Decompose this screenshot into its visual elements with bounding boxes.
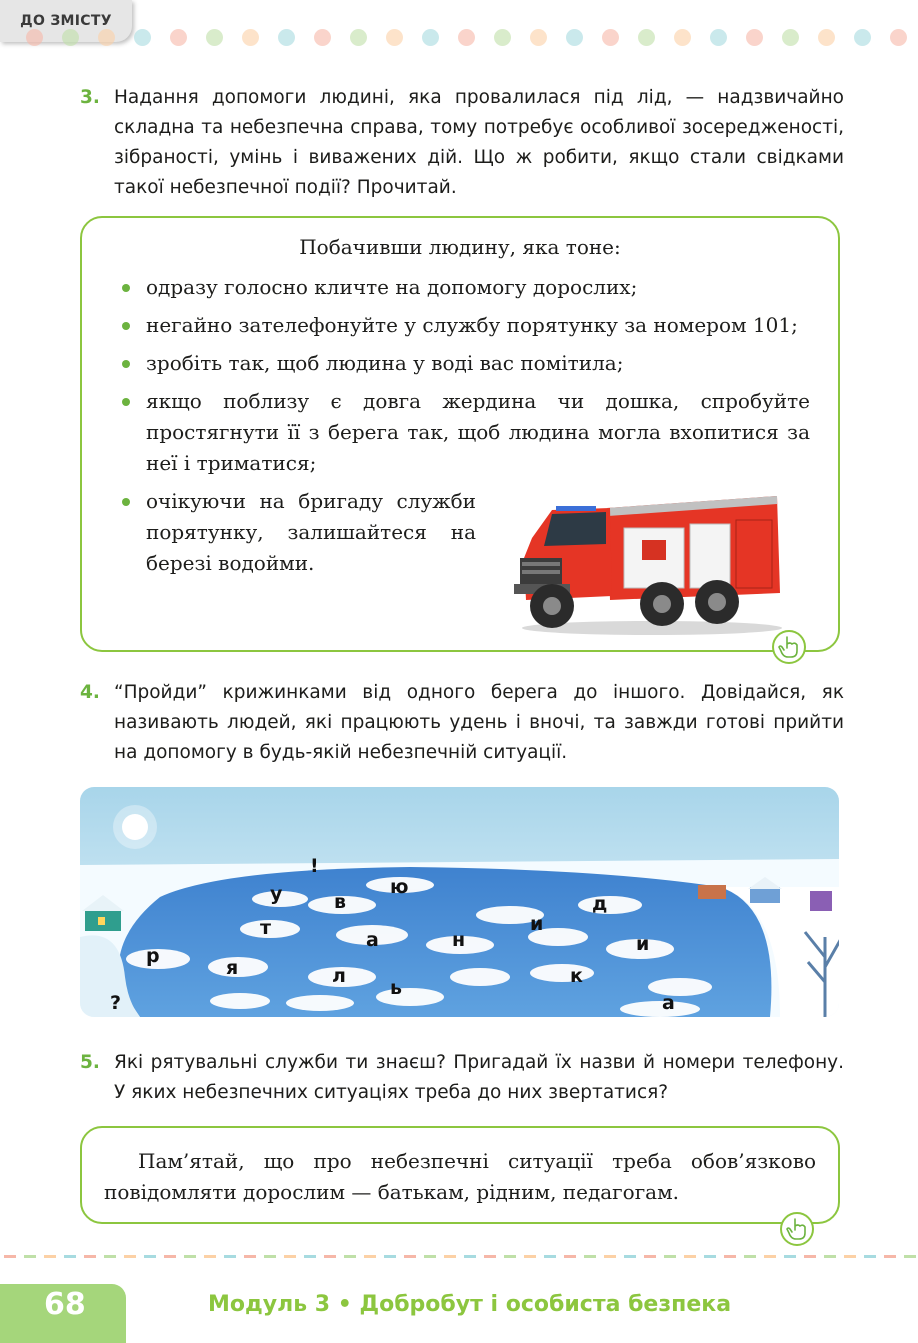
decorative-dash bbox=[364, 1255, 376, 1258]
decorative-dot bbox=[350, 29, 367, 46]
decorative-dots bbox=[0, 29, 918, 47]
hand-pointer-icon bbox=[780, 1212, 814, 1246]
decorative-dash bbox=[64, 1255, 76, 1258]
decorative-dash bbox=[24, 1255, 36, 1258]
decorative-dash bbox=[424, 1255, 436, 1258]
remember-box bbox=[80, 1126, 840, 1224]
ice-letter: т bbox=[260, 917, 272, 939]
ice-letter: ? bbox=[110, 992, 122, 1014]
page-number: 68 bbox=[0, 1284, 126, 1343]
decorative-dashed-line bbox=[0, 1255, 918, 1259]
task-number: 5. bbox=[80, 1052, 100, 1073]
decorative-dot bbox=[170, 29, 187, 46]
list-item: очікуючи на бригаду служби порятунку, залишайтеся на березі водойми. bbox=[120, 486, 476, 579]
list-item: одразу голосно кличте на допомогу дорослих; bbox=[120, 272, 810, 303]
decorative-dot bbox=[206, 29, 223, 46]
decorative-dot bbox=[422, 29, 439, 46]
task-number: 4. bbox=[80, 682, 100, 703]
ice-letter: р bbox=[146, 945, 160, 967]
list-item: зробіть так, щоб людина у воді вас помітила; bbox=[120, 348, 810, 379]
decorative-dot bbox=[134, 29, 151, 46]
decorative-dash bbox=[704, 1255, 716, 1258]
decorative-dash bbox=[584, 1255, 596, 1258]
decorative-dash bbox=[344, 1255, 356, 1258]
ice-letter: ю bbox=[390, 876, 409, 898]
ice-floe-puzzle bbox=[80, 787, 839, 1017]
decorative-dash bbox=[864, 1255, 876, 1258]
remember-text: Пам’ятай, що про небезпечні ситуації треба обов’язково повідомляти дорослим — батькам, рідним, педагогам. bbox=[104, 1149, 816, 1204]
decorative-dash bbox=[804, 1255, 816, 1258]
decorative-dot bbox=[674, 29, 691, 46]
ice-letter: ь bbox=[390, 977, 403, 999]
decorative-dash bbox=[284, 1255, 296, 1258]
decorative-dot bbox=[278, 29, 295, 46]
decorative-dash bbox=[124, 1255, 136, 1258]
decorative-dot bbox=[638, 29, 655, 46]
winter-river-illustration bbox=[80, 787, 839, 1017]
decorative-dot bbox=[26, 29, 43, 46]
decorative-dash bbox=[824, 1255, 836, 1258]
decorative-dot bbox=[818, 29, 835, 46]
decorative-dash bbox=[4, 1255, 16, 1258]
decorative-dash bbox=[604, 1255, 616, 1258]
decorative-dash bbox=[244, 1255, 256, 1258]
hand-pointer-icon bbox=[772, 630, 806, 664]
decorative-dash bbox=[544, 1255, 556, 1258]
decorative-dot bbox=[746, 29, 763, 46]
ice-letter: и bbox=[530, 913, 544, 935]
ice-letter: и bbox=[636, 933, 650, 955]
decorative-dash bbox=[884, 1255, 896, 1258]
decorative-dot bbox=[710, 29, 727, 46]
decorative-dash bbox=[724, 1255, 736, 1258]
ice-letter: д bbox=[592, 893, 608, 915]
decorative-dash bbox=[564, 1255, 576, 1258]
fire-truck-illustration bbox=[512, 488, 792, 638]
decorative-dash bbox=[444, 1255, 456, 1258]
decorative-dash bbox=[144, 1255, 156, 1258]
decorative-dash bbox=[844, 1255, 856, 1258]
decorative-dash bbox=[784, 1255, 796, 1258]
decorative-dash bbox=[224, 1255, 236, 1258]
decorative-dash bbox=[44, 1255, 56, 1258]
task-text: “Пройди” крижинками від одного берега до іншого. Довідайся, як називають людей, які працюють удень і вночі, та завжди готові прийти на допомогу в будь-якій небезпечній ситуації. bbox=[114, 682, 844, 763]
decorative-dash bbox=[484, 1255, 496, 1258]
rescue-instructions-box bbox=[80, 216, 840, 652]
decorative-dash bbox=[84, 1255, 96, 1258]
task-text: Надання допомоги людині, яка провалилася під лід, — надзвичайно складна та небезпечна справа, тому потребує особливої зосередженості, зібраності, умінь і виважених дій. Що ж робити, якщо стали свідками такої небезпечної події? Прочитай. bbox=[114, 87, 844, 198]
decorative-dash bbox=[524, 1255, 536, 1258]
decorative-dot bbox=[386, 29, 403, 46]
ice-letter: ! bbox=[310, 855, 319, 877]
decorative-dash bbox=[464, 1255, 476, 1258]
module-title: Модуль 3 • Добробут і особиста безпека bbox=[208, 1292, 732, 1317]
decorative-dash bbox=[384, 1255, 396, 1258]
decorative-dash bbox=[644, 1255, 656, 1258]
ice-letter: л bbox=[332, 965, 346, 987]
decorative-dot bbox=[566, 29, 583, 46]
ice-letter: в bbox=[334, 891, 347, 913]
decorative-dash bbox=[184, 1255, 196, 1258]
decorative-dash bbox=[664, 1255, 676, 1258]
decorative-dash bbox=[164, 1255, 176, 1258]
decorative-dash bbox=[504, 1255, 516, 1258]
decorative-dot bbox=[98, 29, 115, 46]
decorative-dash bbox=[324, 1255, 336, 1258]
decorative-dot bbox=[494, 29, 511, 46]
decorative-dash bbox=[264, 1255, 276, 1258]
decorative-dot bbox=[854, 29, 871, 46]
ice-letter: н bbox=[452, 929, 466, 951]
decorative-dash bbox=[404, 1255, 416, 1258]
decorative-dash bbox=[204, 1255, 216, 1258]
decorative-dash bbox=[764, 1255, 776, 1258]
decorative-dot bbox=[458, 29, 475, 46]
task-5 bbox=[80, 1048, 844, 1108]
task-4 bbox=[80, 678, 844, 768]
ice-letter: а bbox=[662, 992, 675, 1014]
decorative-dot bbox=[890, 29, 907, 46]
ice-letter: я bbox=[226, 957, 239, 979]
list-item: негайно зателефонуйте у службу порятунку за номером 101; bbox=[120, 310, 810, 341]
decorative-dot bbox=[530, 29, 547, 46]
toc-button[interactable]: ДО ЗМІСТУ bbox=[0, 0, 132, 42]
box-title: Побачивши людину, яка тоне: bbox=[299, 235, 621, 259]
decorative-dash bbox=[744, 1255, 756, 1258]
ice-letter: а bbox=[366, 929, 379, 951]
decorative-dash bbox=[684, 1255, 696, 1258]
ice-letter: у bbox=[270, 883, 283, 905]
decorative-dash bbox=[304, 1255, 316, 1258]
decorative-dash bbox=[904, 1255, 916, 1258]
decorative-dash bbox=[104, 1255, 116, 1258]
task-text: Які рятувальні служби ти знаєш? Пригадай їх назви й номери телефону. У яких небезпечних ситуаціях треба до них звертатися? bbox=[114, 1052, 844, 1103]
list-item: якщо поблизу є довга жердина чи дошка, спробуйте простягнути її з берега так, щоб людина могла вхопитися за неї і триматися; bbox=[120, 386, 810, 479]
decorative-dot bbox=[782, 29, 799, 46]
task-3 bbox=[80, 83, 844, 203]
decorative-dot bbox=[242, 29, 259, 46]
task-number: 3. bbox=[80, 87, 100, 108]
decorative-dash bbox=[624, 1255, 636, 1258]
ice-letter: к bbox=[570, 965, 583, 987]
decorative-dot bbox=[602, 29, 619, 46]
decorative-dot bbox=[314, 29, 331, 46]
decorative-dot bbox=[62, 29, 79, 46]
